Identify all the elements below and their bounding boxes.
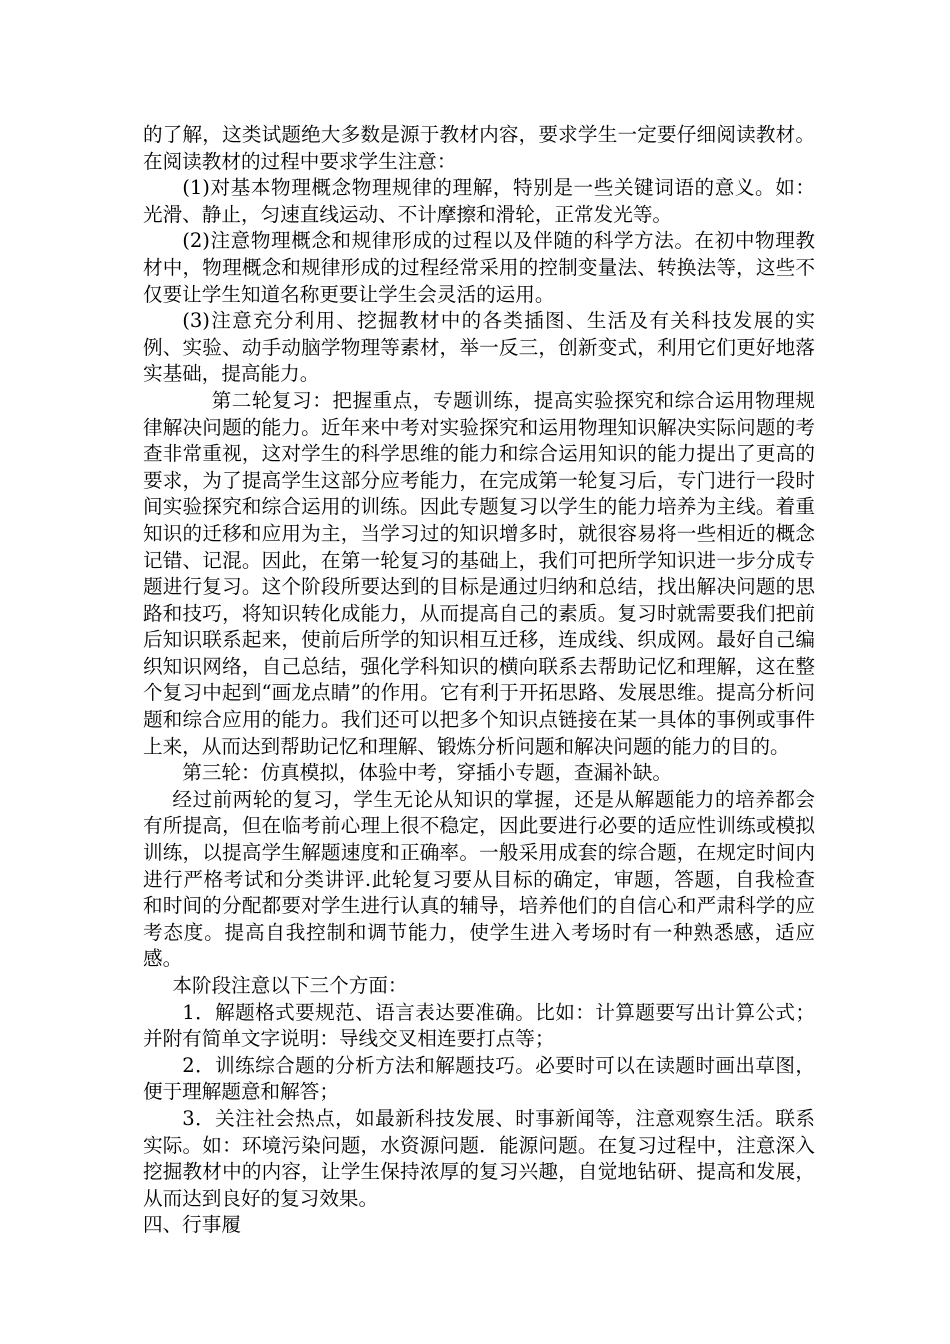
paragraph-aspect-3: 3．关注社会热点，如最新科技发展、时事新闻等，注意观察生活。联系实际。如：环境污染问题，水资源问题．能源问题。在复习过程中，注意深入挖掘教材中的内容，让学生保持浓厚的复习兴趣，自觉地钻研、提高和发展，从而达到良好的复习效果。 bbox=[143, 1106, 815, 1210]
document-body bbox=[143, 122, 815, 1239]
paragraph-intro-continuation: 的了解，这类试题绝大多数是源于教材内容，要求学生一定要仔细阅读教材。在阅读教材的过程中要求学生注意： bbox=[143, 123, 815, 173]
paragraph-third-round-heading: 第三轮：仿真模拟，体验中考，穿插小专题，查漏补缺。 bbox=[182, 761, 673, 785]
paragraph-second-round: 第二轮复习：把握重点，专题训练，提高实验探究和综合运用物理规律解决问题的能力。近年来中考对实验探究和运用物理知识解决实际问题的考查非常重视，这对学生的科学思维的能力和综合运用知识的能力提出了更高的要求，为了提高学生这部分应考能力，在完成第一轮复习后，专门进行一段时间实验探究和综合运用的训练。因此专题复习以学生的能力培养为主线。着重知识的迁移和应用为主，当学习过的知识增多时，就很容易将一些相近的概念记错、记混。因此，在第一轮复习的基础上，我们可把所学知识进一步分成专题进行复习。这个阶段所要达到的目标是通过归纳和总结，找出解决问题的思路和技巧，将知识转化成能力，从而提高自己的素质。复习时就需要我们把前后知识联系起来，使前后所学的知识相互迁移，连成线、织成网。最好自己编织知识网络，自己总结，强化学科知识的横向联系去帮助记忆和理解，这在整个复习中起到“画龙点睛”的作用。它有利于开拓思路、发展思维。提高分析问题和综合应用的能力。我们还可以把多个知识点链接在某一具体的事例或事件上来，从而达到帮助记忆和理解、锻炼分析问题和解决问题的能力的目的。 bbox=[143, 388, 815, 758]
paragraph-aspect-2: 2．训练综合题的分析方法和解题技巧。必要时可以在读题时画出草图，便于理解题意和解答； bbox=[143, 1053, 815, 1104]
paragraph-point-1: (1)对基本物理概念物理规律的理解，特别是一些关键词语的意义。如：光滑、静止，匀速直线运动、不计摩擦和滑轮，正常发光等。 bbox=[143, 176, 815, 226]
paragraph-third-round-body: 经过前两轮的复习，学生无论从知识的掌握，还是从解题能力的培养都会有所提高，但在临考前心理上很不稳定，因此要进行必要的适应性训练或模拟训练，以提高学生解题速度和正确率。一般采用成套的综合题，在规定时间内进行严格考试和分类讲评.此轮复习要从目标的确定，审题，答题，自我检查和时间的分配都要对学生进行认真的辅导，培养他们的自信心和严肃科学的应考态度。提高自我控制和调节能力，使学生进入考场时有一种熟悉感，适应感。 bbox=[143, 787, 815, 971]
section-heading-four: 四、行事履 bbox=[143, 1213, 241, 1237]
paragraph-point-2: (2)注意物理概念和规律形成的过程以及伴随的科学方法。在初中物理教材中，物理概念和规律形成的过程经常采用的控制变量法、转换法等，这些不仅要让学生知道名称更要让学生会灵活的运用。 bbox=[143, 229, 815, 306]
paragraph-three-aspects-intro: 本阶段注意以下三个方面： bbox=[172, 974, 408, 997]
paragraph-point-3: (3)注意充分利用、挖掘教材中的各类插图、生活及有关科技发展的实例、实验、动手动脑学物理等素材，举一反三，创新变式，利用它们更好地落实基础，提高能力。 bbox=[143, 309, 815, 386]
paragraph-aspect-1: 1．解题格式要规范、语言表达要准确。比如：计算题要写出计算公式；并附有简单文字说明：导线交叉相连要打点等； bbox=[143, 1000, 815, 1051]
